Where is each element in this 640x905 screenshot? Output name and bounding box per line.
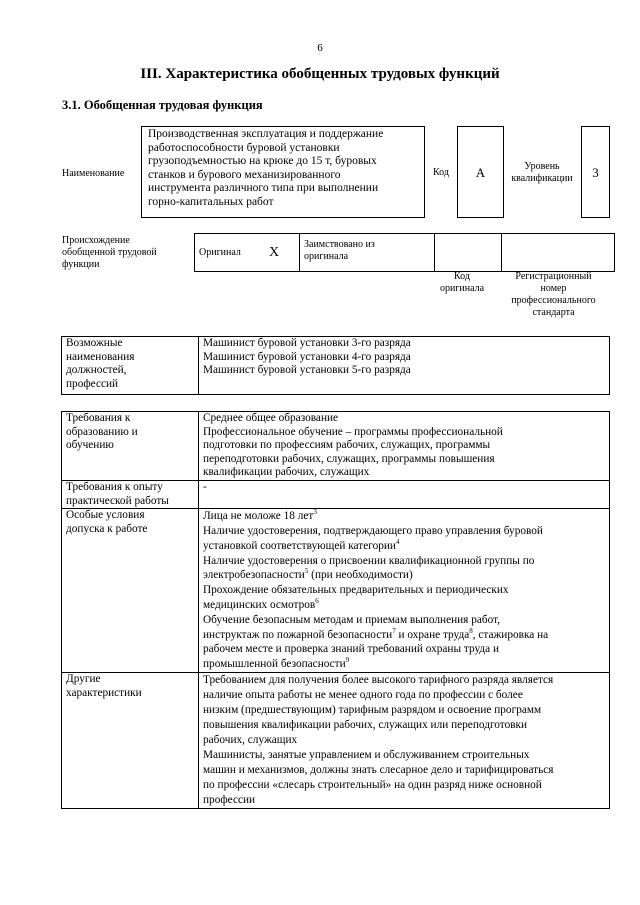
position-item: Машинист буровой установки 3-го разряда bbox=[203, 337, 411, 349]
function-name-line: Производственная эксплуатация и поддержание bbox=[148, 128, 384, 140]
reg-number-cell bbox=[502, 234, 615, 272]
experience-label: Требования к опыту практической работы bbox=[62, 480, 199, 508]
conditions-value: Лица не моложе 18 лет$^3$ Наличие удостоверения, подтверждающего право управления буровой установкой соответствующей категории$^4$ Наличие удостоверения о присвоении квалификационной группы по электробезопасности$^5$ (при необходимости) Прохождение обязательных предварительных и периодических медицинских осмотров$^6$ Обучение безопасным методам и приемам выполнения работ, инструктаж по пожарной безопасности$^7$ и охране труда$^8$, стажировка на рабочем месте и проверка знаний требований охраны труда и промышленной безопасности$^9$ bbox=[199, 509, 610, 673]
function-name-box bbox=[141, 126, 425, 218]
education-value: Среднее общее образование Профессиональное обучение – программы профессиональной подготовки по профессиям рабочих, служащих, программы переподготовки рабочих, служащих, программы повышения квалификации рабочих, служащих bbox=[199, 412, 610, 481]
reg-number-caption: Регистрационный номер профессионального стандарта bbox=[511, 271, 596, 318]
positions-list bbox=[199, 337, 610, 395]
function-name-line: горно-капитальных работ bbox=[148, 195, 274, 208]
original-label: Оригинал bbox=[195, 234, 266, 272]
conditions-label: Особые условия допуска к работе bbox=[62, 509, 199, 673]
positions-label: Возможные наименования должностей, профессий bbox=[62, 337, 199, 395]
position-item: Машинист буровой установки 4-го разряда bbox=[203, 350, 411, 363]
positions-table bbox=[61, 336, 610, 395]
other-value: Требованием для получения более высокого тарифного разряда является наличие опыта работы не менее одного года по профессии с более низким (предшествующим) тарифным разрядом и освоение программ повышения квалификации рабочих, служащих или переподготовки рабочих, служащих Машинисты, занятые управлением и обслуживанием строительных машин и механизмов, должны знать слесарное дело и тарифицироваться по профессии «слесарь строительный» на один разряд ниже основной профессии bbox=[199, 672, 610, 808]
level-label: Уровень квалификации bbox=[511, 161, 573, 184]
origin-table bbox=[194, 233, 615, 272]
origin-label: Происхождение обобщенной трудовой функции bbox=[62, 235, 157, 270]
other-label: Другие характеристики bbox=[62, 672, 199, 808]
experience-value: - bbox=[199, 480, 610, 508]
education-label: Требования к образованию и обучению bbox=[62, 412, 199, 481]
code-label: Код bbox=[433, 167, 449, 178]
section-title: III. Характеристика обобщенных трудовых функций bbox=[140, 66, 500, 82]
borrowed-label: Заимствовано из оригинала bbox=[300, 234, 435, 272]
subsection-title: 3.1. Обобщенная трудовая функция bbox=[62, 98, 263, 112]
function-name-line: инструмента различного типа при выполнении bbox=[148, 182, 379, 195]
function-name-line: станков и бурового механизированного bbox=[148, 168, 341, 181]
code-original-caption: Код оригинала bbox=[439, 271, 485, 294]
page-number: 6 bbox=[317, 42, 323, 54]
requirements-table bbox=[61, 411, 610, 809]
position-item: Машинист буровой установки 5-го разряда bbox=[203, 364, 411, 377]
code-original-cell bbox=[435, 234, 502, 272]
function-name-line: работоспособности буровой установки bbox=[148, 141, 340, 154]
code-value: A bbox=[457, 126, 504, 218]
original-mark: X bbox=[265, 234, 300, 272]
function-name-line: грузоподъемностью на крюке до 15 т, буровых bbox=[148, 155, 377, 168]
level-value: 3 bbox=[581, 126, 610, 218]
name-label: Наименование bbox=[62, 168, 125, 179]
